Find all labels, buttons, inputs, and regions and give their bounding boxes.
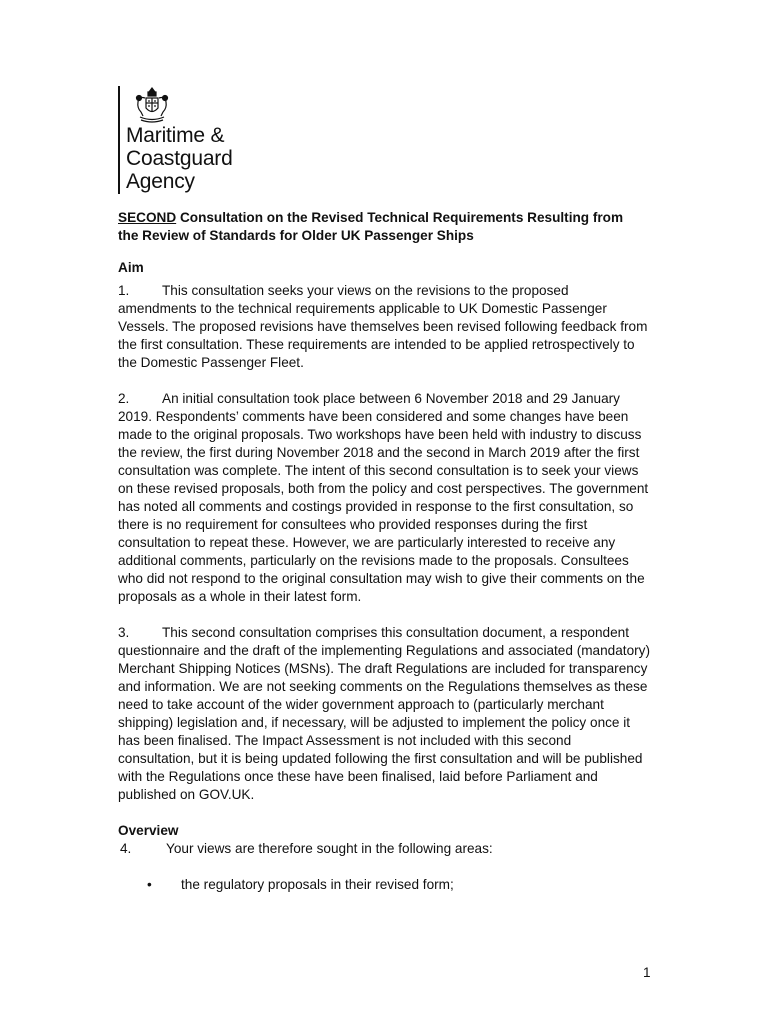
paragraph-text: An initial consultation took place between 6 November 2018 and 29 January 2019. Respondents’ comments have been considered and some changes have been made to the original proposals. Two workshops have been held with industry to discuss the review, the first during November 2018 and the second in March 2019 after the first consultation was complete. The intent of this second consultation is to seek your views on these revised proposals, both from the policy and cost perspectives. The government has noted all comments and costings provided in response to the first consultation, so there is no requirement for consultees who provided responses during the first consultation to repeat these. However, we are particularly interested to receive any additional comments, particularly on the revisions made to the proposals. Consultees who did not respond to the original consultation may wish to give their comments on the proposals as a whole in their latest form.	[118, 391, 649, 604]
paragraph-number: 2.	[118, 391, 130, 406]
list-item	[118, 876, 650, 894]
royal-crest-icon	[132, 86, 172, 124]
aim-heading: Aim	[118, 260, 144, 275]
paragraph-number: 1.	[118, 283, 130, 298]
title-emphasis: SECOND	[118, 210, 177, 225]
bullet-icon: •	[147, 877, 152, 892]
logo-divider	[118, 86, 120, 194]
paragraph-1	[118, 282, 650, 372]
paragraph-3	[118, 624, 650, 804]
title-line-2: the Review of Standards for Older UK Passenger Ships	[118, 228, 474, 243]
mca-logo	[118, 86, 258, 198]
paragraph-4	[118, 840, 650, 858]
logo-line-1: Maritime &	[126, 124, 225, 147]
paragraph-text: This second consultation comprises this consultation document, a respondent questionnaire and the draft of the implementing Regulations and associated (mandatory) Merchant Shipping Notices (MSNs). The draft Regulations are included for transparency and information. We are not seeking comments on the Regulations themselves as these need to take account of the wider government approach to (particularly merchant shipping) legislation and, if necessary, will be adjusted to implement the policy once it has been finalised. The Impact Assessment is not included with this second consultation, but it is being updated following the first consultation and will be published with the Regulations once these have been finalised, laid before Parliament and published on GOV.UK.	[118, 625, 650, 802]
paragraph-2	[118, 390, 650, 606]
page-number: 1	[643, 965, 651, 980]
paragraph-text: Your views are therefore sought in the following areas:	[166, 841, 493, 856]
logo-line-3: Agency	[126, 170, 195, 193]
paragraph-number: 3.	[118, 625, 130, 640]
document-body	[118, 209, 650, 894]
paragraph-number: 4.	[120, 841, 132, 856]
paragraph-text: This consultation seeks your views on the revisions to the proposed amendments to the technical requirements applicable to UK Domestic Passenger Vessels. The proposed revisions have themselves been revised following feedback from the first consultation. These requirements are intended to be applied retrospectively to the Domestic Passenger Fleet.	[118, 283, 648, 370]
list-item-text: the regulatory proposals in their revised form;	[181, 877, 454, 892]
logo-line-2: Coastguard	[126, 147, 233, 170]
overview-heading: Overview	[118, 823, 179, 838]
logo-wordmark	[126, 124, 233, 193]
document-title	[118, 209, 650, 245]
title-line-1: Consultation on the Revised Technical Requirements Resulting from	[176, 210, 624, 225]
